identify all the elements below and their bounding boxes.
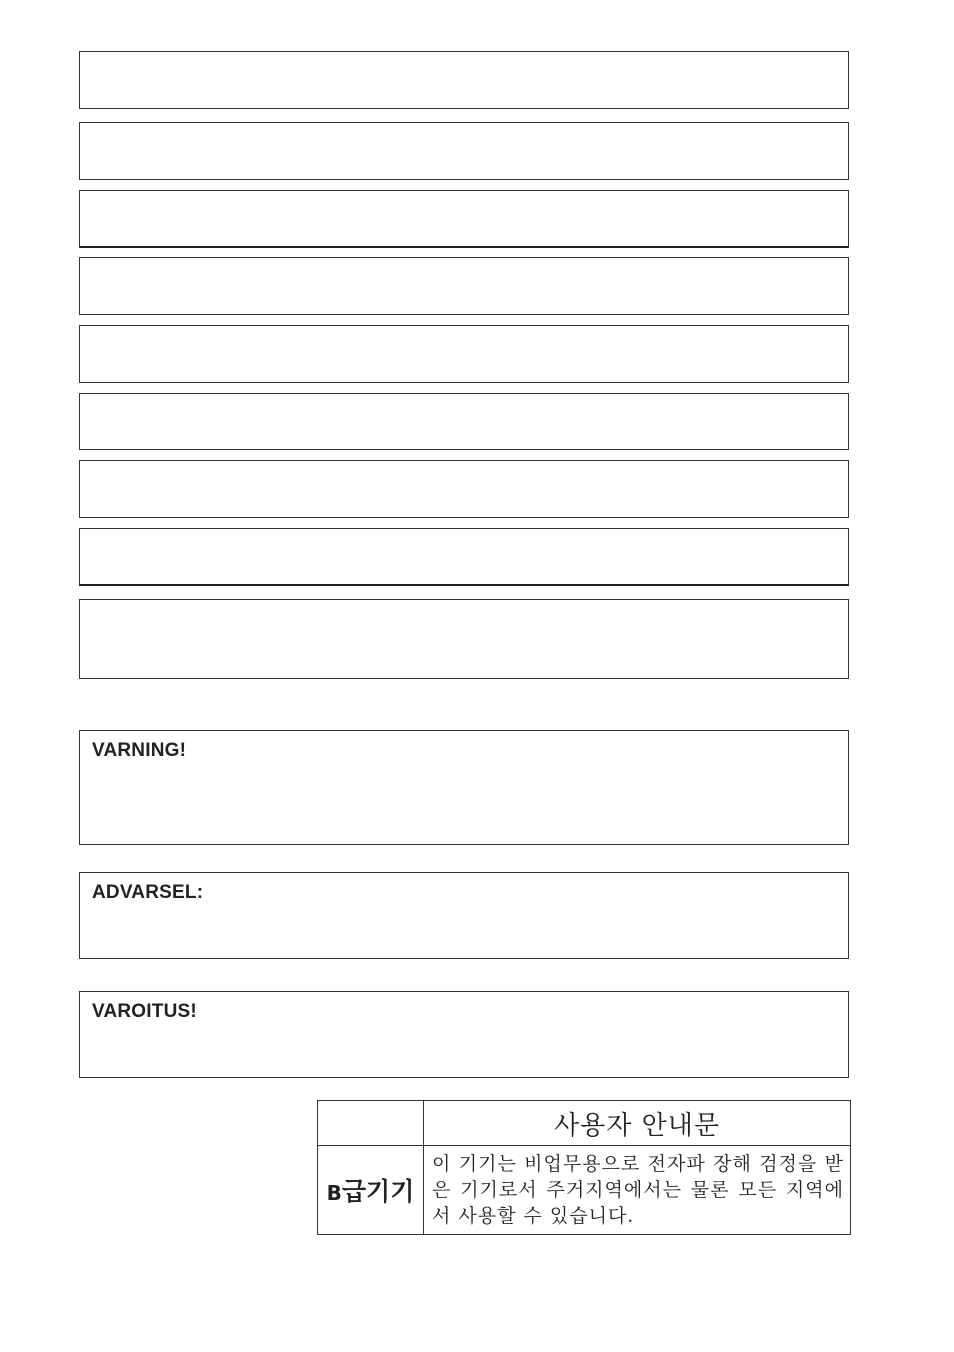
notice-body-text: 이 기기는 비업무용으로 전자파 장해 검정을 받은 기기로서 주거지역에서는 물론 모든 지역에서 사용할 수 있습니다. [424,1146,851,1235]
warning-title-danish: ADVARSEL: [92,882,204,903]
notice-header-empty-cell [318,1101,424,1146]
warning-title-swedish: VARNING! [92,740,187,761]
blank-box-2 [79,122,849,180]
korean-notice-table [317,1100,851,1235]
blank-box-6 [79,393,849,450]
notice-heading: 사용자 안내문 [424,1101,851,1146]
blank-box-7 [79,460,849,518]
warning-box-finnish [79,991,849,1078]
equipment-class-suffix: 급기기 [341,1177,415,1206]
warning-box-danish [79,872,849,959]
warning-title-finnish: VAROITUS! [92,1001,197,1022]
equipment-class-letter: B [326,1181,342,1205]
blank-box-3 [79,190,849,248]
blank-box-5 [79,325,849,383]
blank-box-9 [79,599,849,679]
warning-box-swedish [79,730,849,845]
notice-header-row [318,1101,851,1146]
equipment-class-label [318,1146,424,1235]
blank-box-8 [79,528,849,586]
notice-body-row [318,1146,851,1235]
blank-box-1 [79,51,849,109]
blank-box-4 [79,257,849,315]
